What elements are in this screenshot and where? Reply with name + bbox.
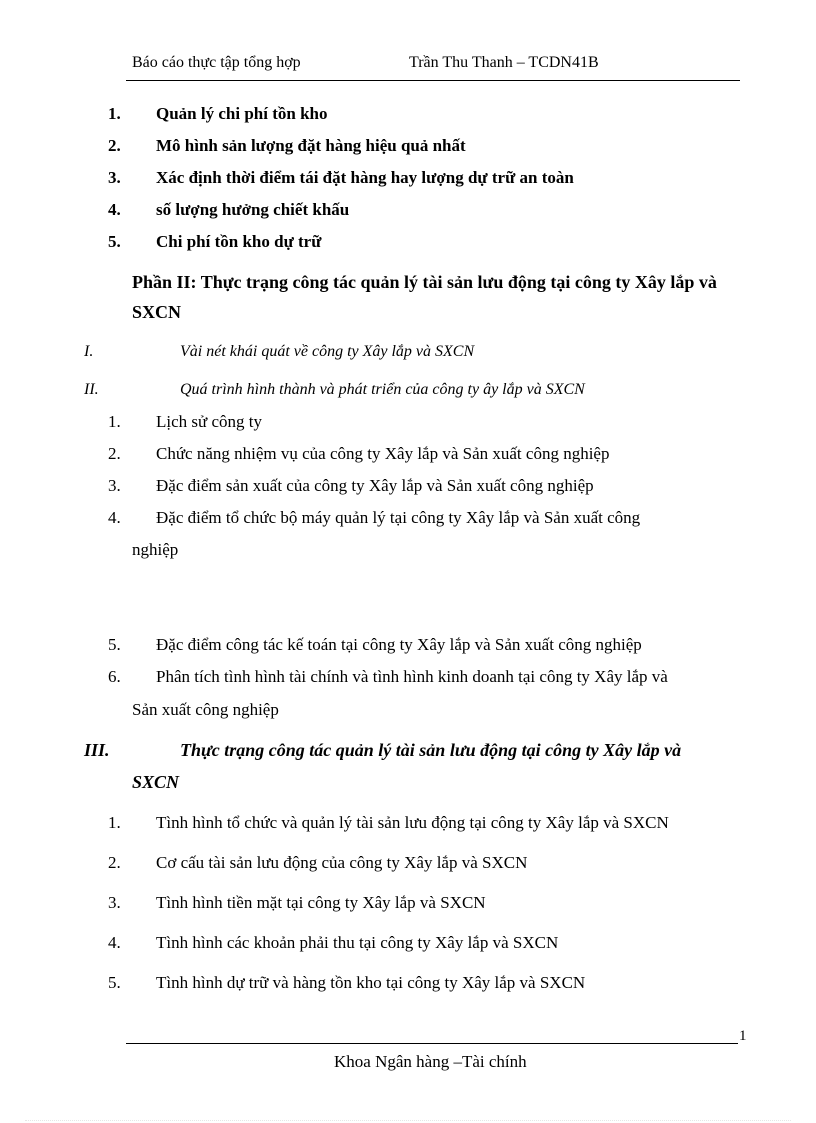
footer-rule [126, 1043, 738, 1044]
part2-heading-line1: Phần II: Thực trạng công tác quản lý tài sản lưu động tại công ty Xây lắp và [132, 272, 717, 292]
list-c-num-6: 6. [108, 667, 121, 686]
list-d-num-5: 5. [108, 973, 121, 992]
list-b-item-2: Chức năng nhiệm vụ của công ty Xây lắp và Sản xuất công nghiệp [156, 444, 610, 463]
section-1-title: Vài nét khái quát về công ty Xây lắp và SXCN [180, 343, 475, 360]
list-a-item-1: Quản lý chi phí tồn kho [156, 104, 328, 123]
list-c-item-6-cont: Sản xuất công nghiệp [132, 700, 279, 719]
list-a-item-5: Chi phí tồn kho dự trữ [156, 232, 322, 251]
list-b-num-3: 3. [108, 476, 121, 495]
list-d-item-5: Tình hình dự trữ và hàng tồn kho tại công ty Xây lắp và SXCN [156, 973, 586, 992]
header-rule [126, 80, 740, 81]
list-c-num-5: 5. [108, 635, 121, 654]
part2-heading-line2: SXCN [132, 302, 182, 322]
list-d-num-3: 3. [108, 893, 121, 912]
list-b-num-2: 2. [108, 444, 121, 463]
list-a-item-2: Mô hình sản lượng đặt hàng hiệu quả nhất [156, 136, 466, 155]
section-1-num: I. [84, 343, 94, 360]
header-right: Trần Thu Thanh – TCDN41B [409, 54, 599, 71]
list-c-item-6: Phân tích tình hình tài chính và tình hình kinh doanh tại công ty Xây lắp và [156, 667, 668, 686]
header-left: Báo cáo thực tập tổng hợp [132, 54, 301, 71]
section-3-num: III. [84, 740, 110, 760]
list-b-item-3: Đặc điểm sản xuất của công ty Xây lắp và Sản xuất công nghiệp [156, 476, 594, 495]
list-b-item-4-cont: nghiệp [132, 540, 179, 559]
list-a-num-4: 4. [108, 200, 121, 219]
list-d-num-4: 4. [108, 933, 121, 952]
page-edge-divider [25, 1120, 791, 1121]
footer-text: Khoa Ngân hàng –Tài chính [334, 1052, 527, 1071]
section-3-title-line1: Thực trạng công tác quản lý tài sản lưu động tại công ty Xây lắp và [180, 740, 682, 760]
list-d-item-1: Tình hình tổ chức và quản lý tài sản lưu động tại công ty Xây lắp và SXCN [156, 813, 669, 832]
list-a-item-3: Xác định thời điểm tái đặt hàng hay lượng dự trữ an toàn [156, 168, 574, 187]
list-a-num-1: 1. [108, 104, 121, 123]
list-a-num-5: 5. [108, 232, 121, 251]
section-2-num: II. [84, 381, 99, 398]
list-a-item-4: số lượng hưởng chiết khấu [156, 200, 350, 219]
section-2-title: Quá trình hình thành và phát triển của công ty ây lắp và SXCN [180, 381, 585, 398]
list-d-num-1: 1. [108, 813, 121, 832]
list-a-num-3: 3. [108, 168, 121, 187]
list-d-item-3: Tình hình tiền mặt tại công ty Xây lắp và SXCN [156, 893, 486, 912]
list-d-num-2: 2. [108, 853, 121, 872]
list-d-item-2: Cơ cấu tài sản lưu động của công ty Xây lắp và SXCN [156, 853, 528, 872]
page-number: 1 [739, 1028, 747, 1044]
list-a-num-2: 2. [108, 136, 121, 155]
section-3-title-line2: SXCN [132, 772, 180, 792]
list-b-item-4: Đặc điểm tổ chức bộ máy quản lý tại công ty Xây lắp và Sản xuất công [156, 508, 641, 527]
list-d-item-4: Tình hình các khoản phải thu tại công ty Xây lắp và SXCN [156, 933, 559, 952]
list-b-num-4: 4. [108, 508, 121, 527]
list-b-num-1: 1. [108, 412, 121, 431]
list-b-item-1: Lịch sử công ty [156, 412, 263, 431]
list-c-item-5: Đặc điểm công tác kế toán tại công ty Xây lắp và Sản xuất công nghiệp [156, 635, 642, 654]
